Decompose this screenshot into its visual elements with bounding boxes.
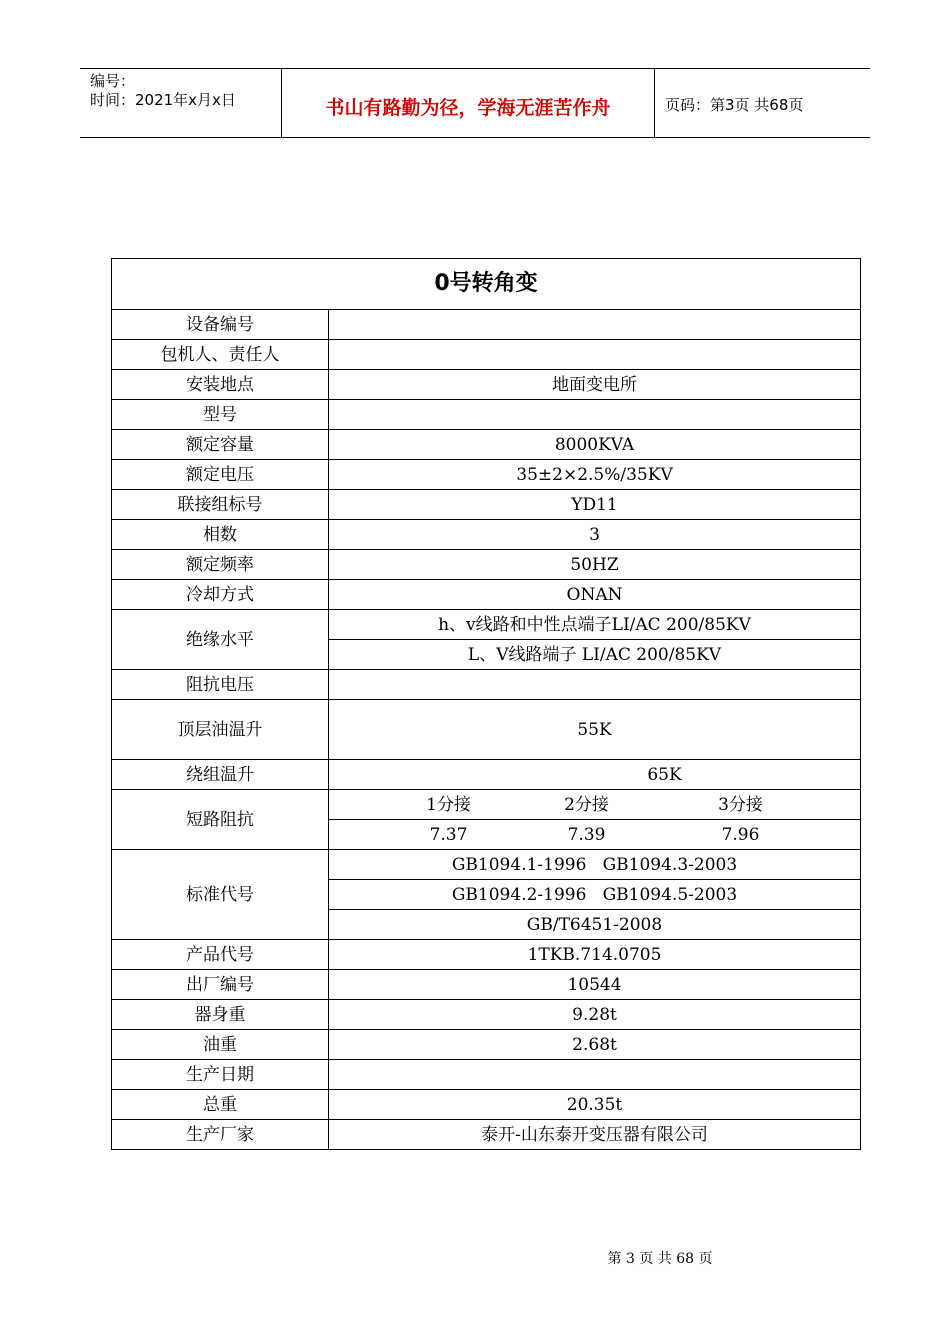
table-row <box>112 580 861 610</box>
row-label: 绝缘水平 <box>112 610 329 670</box>
row-label: 产品代号 <box>112 940 329 970</box>
table-row <box>112 700 861 760</box>
row-label: 额定容量 <box>112 430 329 460</box>
row-label: 设备编号 <box>112 310 329 340</box>
row-label: 顶层油温升 <box>112 700 329 760</box>
row-label: 包机人、责任人 <box>112 340 329 370</box>
table-row <box>112 370 861 400</box>
row-value: 3 <box>329 520 861 550</box>
number-label: 编号： <box>90 72 136 90</box>
row-value: 泰开-山东泰开变压器有限公司 <box>329 1120 861 1150</box>
tap-value: 7.96 <box>721 824 760 845</box>
table-row <box>112 1060 861 1090</box>
table-row <box>112 610 861 640</box>
tap-label: 3分接 <box>718 794 763 815</box>
table-row <box>112 340 861 370</box>
row-label: 型号 <box>112 400 329 430</box>
row-value: h、v线路和中性点端子LI/AC 200/85KV <box>329 610 861 640</box>
row-label: 出厂编号 <box>112 970 329 1000</box>
row-label: 油重 <box>112 1030 329 1060</box>
row-label: 安装地点 <box>112 370 329 400</box>
header-motto: 书山有路勤为径，学海无涯苦作舟 <box>325 97 611 119</box>
table-row <box>112 1120 861 1150</box>
table-row <box>112 520 861 550</box>
table-row <box>112 490 861 520</box>
table-row <box>112 1030 861 1060</box>
table-row <box>112 760 861 790</box>
header-meta <box>90 72 236 110</box>
tap-label: 1分接 <box>426 794 471 815</box>
row-value: GB/T6451-2008 <box>329 910 861 940</box>
row-value: 10544 <box>329 970 861 1000</box>
row-label: 阻抗电压 <box>112 670 329 700</box>
row-value: YD11 <box>329 490 861 520</box>
table-row <box>112 670 861 700</box>
page-header <box>80 68 870 138</box>
row-value: 65K <box>329 760 861 790</box>
row-value: 50HZ <box>329 550 861 580</box>
table-row <box>112 550 861 580</box>
row-label: 生产厂家 <box>112 1120 329 1150</box>
row-label: 额定电压 <box>112 460 329 490</box>
table-row <box>112 259 861 310</box>
table-row <box>112 430 861 460</box>
page-footer: 第 3 页 共 68 页 <box>607 1251 713 1267</box>
table-row <box>112 1000 861 1030</box>
row-value: GB1094.2-1996 GB1094.5-2003 <box>329 880 861 910</box>
row-value: 1TKB.714.0705 <box>329 940 861 970</box>
row-label: 绕组温升 <box>112 760 329 790</box>
header-page-info: 页码：第3页 共68页 <box>665 96 804 114</box>
table-row <box>112 460 861 490</box>
row-value <box>329 670 861 700</box>
table-row <box>112 310 861 340</box>
row-value <box>329 310 861 340</box>
row-value: 8000KVA <box>329 430 861 460</box>
table-title: 0号转角变 <box>112 259 861 310</box>
row-label: 总重 <box>112 1090 329 1120</box>
table-row <box>112 400 861 430</box>
tap-value: 7.37 <box>429 824 468 845</box>
row-value: 2.68t <box>329 1030 861 1060</box>
table-row <box>112 790 861 820</box>
row-label: 短路阻抗 <box>112 790 329 850</box>
tap-value-cell <box>329 820 861 850</box>
row-value <box>329 340 861 370</box>
row-label: 额定频率 <box>112 550 329 580</box>
row-label: 联接组标号 <box>112 490 329 520</box>
header-divider <box>654 69 655 137</box>
row-value <box>329 400 861 430</box>
row-value: 55K <box>329 700 861 760</box>
row-label: 生产日期 <box>112 1060 329 1090</box>
tap-header-cell <box>329 790 861 820</box>
row-label: 冷却方式 <box>112 580 329 610</box>
row-label: 标准代号 <box>112 850 329 940</box>
row-value: GB1094.1-1996 GB1094.3-2003 <box>329 850 861 880</box>
row-value: 地面变电所 <box>329 370 861 400</box>
transformer-spec-table <box>111 258 861 1150</box>
row-label: 器身重 <box>112 1000 329 1030</box>
time-label: 时间：2021年x月x日 <box>90 91 236 109</box>
row-value: L、V线路端子 LI/AC 200/85KV <box>329 640 861 670</box>
row-value: ONAN <box>329 580 861 610</box>
table-row <box>112 1090 861 1120</box>
tap-value: 7.39 <box>567 824 606 845</box>
tap-label: 2分接 <box>564 794 609 815</box>
table-row <box>112 850 861 880</box>
row-value: 35±2×2.5%/35KV <box>329 460 861 490</box>
row-value: 9.28t <box>329 1000 861 1030</box>
row-label: 相数 <box>112 520 329 550</box>
row-value: 20.35t <box>329 1090 861 1120</box>
table-row <box>112 940 861 970</box>
table-row <box>112 970 861 1000</box>
row-value <box>329 1060 861 1090</box>
